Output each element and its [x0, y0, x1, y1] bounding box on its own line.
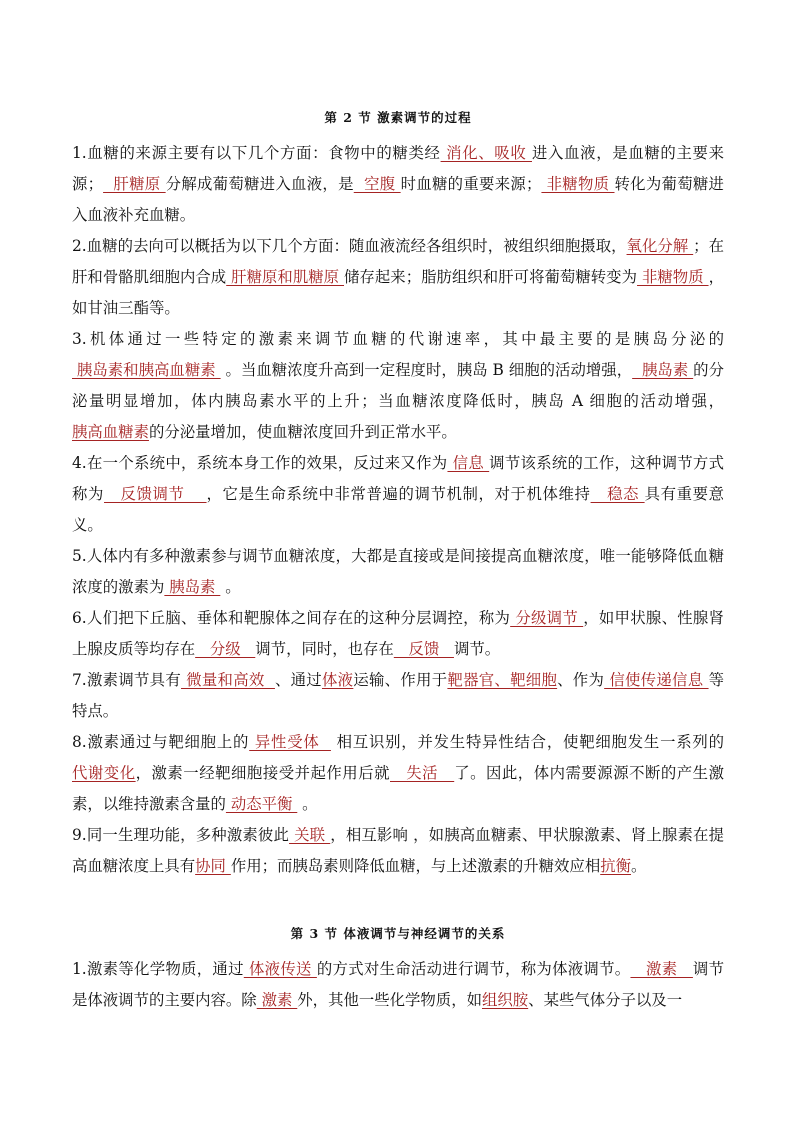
- text-segment: 9.同一生理功能，多种激素彼此: [72, 826, 290, 844]
- text-segment: 1.激素等化学物质，通过: [72, 960, 244, 978]
- answer-blank: 肝糖原: [103, 175, 166, 193]
- text-segment: ；在肝和骨骼肌细胞内合成: [72, 237, 724, 286]
- text-segment: 、通过: [274, 671, 322, 689]
- paragraph: [72, 541, 724, 603]
- paragraph: [72, 448, 724, 541]
- answer-blank: 微量和高效: [181, 671, 275, 689]
- answer-blank: 空腹: [353, 175, 401, 193]
- answer-blank: 肝糖原和肌糖原: [226, 268, 345, 286]
- text-segment: 3.机体通过一些特定的激素来调节血糖的代谢速率，其中最主要的是胰岛分泌的: [72, 330, 724, 348]
- text-segment: 7.激素调节具有: [72, 671, 182, 689]
- answer-blank: 动态平衡: [225, 795, 298, 813]
- text-segment: ，它是生命系统中非常普遍的调节机制，对于机体维持: [206, 485, 591, 503]
- paragraph: [72, 324, 724, 448]
- answer-blank: 协同: [195, 857, 231, 875]
- text-segment: 转化为葡萄糖进入血液补充血糖。: [72, 175, 724, 224]
- text-segment: 调节。: [453, 640, 501, 658]
- answer-blank: 胰岛素: [632, 361, 694, 379]
- answer-blank: 稳态: [590, 485, 645, 503]
- text-segment: 运输、作用于: [353, 671, 448, 689]
- answer-blank: 激素: [256, 991, 298, 1009]
- answer-blank: 反馈调节: [104, 485, 207, 503]
- document-page: [72, 0, 724, 1016]
- text-segment: 4.在一个系统中，系统本身工作的效果，反过来又作为: [72, 454, 448, 472]
- text-segment: 了。因此，体内需要源源不断的产生激素，以维持激素含量的: [72, 764, 724, 813]
- text-segment: 6.人们把下丘脑、垂体和靶腺体之间存在的这种分层调控，称为: [72, 609, 511, 627]
- paragraph: [72, 954, 724, 1016]
- answer-blank: 体液: [321, 671, 354, 689]
- text-segment: 1.血糖的来源主要有以下几个方面：食物中的糖类经: [72, 144, 441, 162]
- text-segment: 调节，同时，也存在: [255, 640, 394, 658]
- text-segment: 储存起来；脂肪组织和肝可将葡萄糖转变为: [344, 268, 638, 286]
- text-segment: ，相互影响 ，如胰高血糖素、甲状腺激素、肾上腺素在提高血糖浓度上具有: [72, 826, 724, 875]
- answer-blank: 胰岛素: [164, 578, 221, 596]
- text-segment: 外，其他一些化学物质，如: [297, 991, 482, 1009]
- answer-blank: 靶器官、靶细胞: [447, 671, 558, 689]
- answer-blank: 组织胺: [481, 991, 529, 1009]
- text-segment: 。: [631, 857, 647, 875]
- text-segment: 的分泌量明显增加，体内胰岛素水平的上升；当血糖浓度降低时，胰岛 A 细胞的活动增强，: [72, 361, 724, 410]
- answer-blank: 氧化分解: [626, 237, 694, 255]
- paragraph: [72, 603, 724, 665]
- text-segment: 。当血糖浓度升高到一定程度时，胰岛 B 细胞的活动增强，: [220, 361, 633, 379]
- paragraph: [72, 727, 724, 820]
- section-2-title: 第 2 节 激素调节的过程: [324, 110, 472, 125]
- paragraph: [72, 665, 724, 727]
- answer-blank: 信使传递信息: [604, 671, 709, 689]
- text-segment: 的分泌量增加，使血糖浓度回升到正常水平。: [148, 423, 457, 441]
- text-segment: 调节是体液调节的主要内容。除: [72, 960, 724, 1009]
- answer-blank: 失活: [390, 764, 455, 782]
- answer-blank: 代谢变化: [72, 764, 136, 782]
- answer-blank: 抗衡: [600, 857, 632, 875]
- text-segment: 等特点。: [72, 671, 724, 720]
- text-segment: 。: [297, 795, 318, 813]
- paragraph: [72, 138, 724, 231]
- text-segment: 进入血液，是血糖的主要来源；: [72, 144, 724, 193]
- text-segment: 。: [220, 578, 241, 596]
- text-segment: 相互识别，并发生特异性结合，使靶细胞发生一系列的: [330, 733, 724, 751]
- text-segment: 、作为: [557, 671, 605, 689]
- paragraph: [72, 231, 724, 324]
- text-segment: 作用；而胰岛素则降低血糖，与上述激素的升糖效应相: [230, 857, 601, 875]
- text-segment: 2.血糖的去向可以概括为以下几个方面：随血液流经各组织时，被组织细胞摄取，: [72, 237, 627, 255]
- answer-blank: 胰岛素和胰高血糖素: [72, 361, 221, 379]
- answer-blank: 非糖物质: [541, 175, 615, 193]
- text-segment: 分解成葡萄糖进入血液，是: [165, 175, 354, 193]
- text-segment: ，如甲状腺、性腺肾上腺皮质等均存在: [72, 609, 724, 658]
- text-segment: 的方式对生命活动进行调节，称为体液调节。: [316, 960, 631, 978]
- section-3-title: 第 3 节 体液调节与神经调节的关系: [290, 926, 506, 941]
- answer-blank: 信息: [447, 454, 490, 472]
- answer-blank: 异性受体: [249, 733, 331, 751]
- answer-blank: 激素: [630, 960, 693, 978]
- answer-blank: 胰高血糖素: [72, 423, 149, 441]
- text-segment: ，激素一经靶细胞接受并起作用后就: [135, 764, 390, 782]
- text-segment: ，如甘油三酯等。: [72, 268, 724, 317]
- text-segment: 具有重要意义。: [72, 485, 724, 534]
- answer-blank: 分级调节: [510, 609, 584, 627]
- paragraph: [72, 820, 724, 882]
- text-segment: 时血糖的重要来源；: [400, 175, 542, 193]
- answer-blank: 关联: [289, 826, 331, 844]
- answer-blank: 反馈: [393, 640, 454, 658]
- text-segment: 5.人体内有多种激素参与调节血糖浓度，大都是直接或是间接提高血糖浓度，唯一能够降低血糖浓度的激素为: [72, 547, 724, 596]
- answer-blank: 体液传送: [243, 960, 317, 978]
- answer-blank: 消化、吸收: [440, 144, 532, 162]
- text-segment: 调节该系统的工作，这种调节方式称为: [72, 454, 724, 503]
- answer-blank: 分级: [195, 640, 256, 658]
- text-segment: 、某些气体分子以及一: [528, 991, 683, 1009]
- section-3-body: [72, 954, 724, 1016]
- text-segment: 8.激素通过与靶细胞上的: [72, 733, 250, 751]
- section-2-body: [72, 138, 724, 882]
- answer-blank: 非糖物质: [637, 268, 709, 286]
